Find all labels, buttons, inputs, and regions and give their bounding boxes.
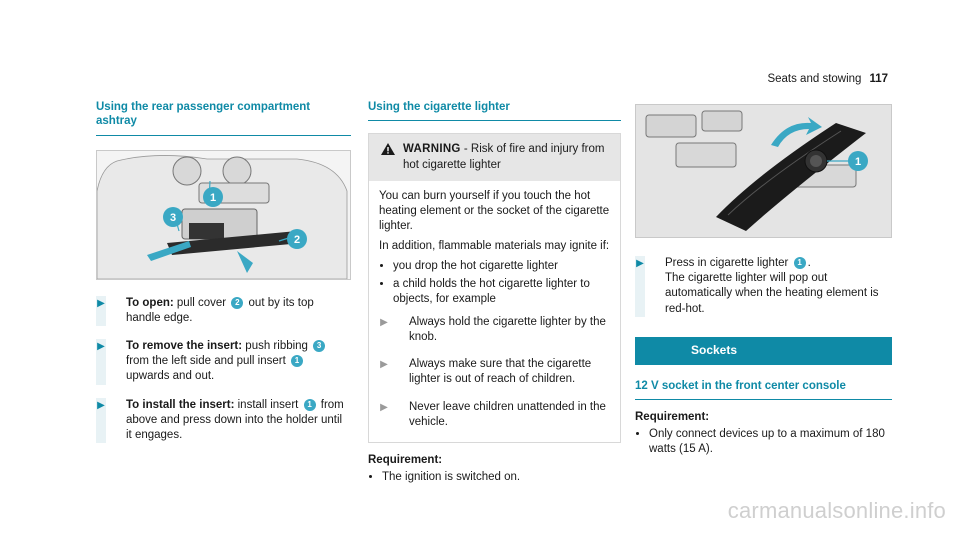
badge-1: 1: [794, 257, 806, 269]
sockets-requirement: Requirement: • Only connect devices up to a maximum of 180 watts (15 A).: [635, 410, 892, 458]
step-arrow-icon: ▶: [380, 316, 388, 328]
step-arrow-icon: ▶: [636, 258, 644, 269]
warning-body: [369, 181, 620, 442]
callout-3-label: 3: [169, 211, 177, 224]
lighter-callout-label: 1: [854, 156, 862, 168]
warning-bullet: • a child holds the hot cigarette lighter to objects, for example: [393, 277, 610, 307]
ashtray-drawing: [97, 151, 350, 279]
watermark: carmanualsonline.info: [727, 497, 946, 523]
warning-step: ▶ Never leave children unattended in the vehicle.: [380, 400, 606, 428]
step-arrow-icon: ▶: [97, 399, 105, 411]
warning-bullet: • you drop the hot cigarette lighter: [393, 259, 610, 274]
warning-text: - Risk of fire and injury from hot cigarette lighter: [403, 143, 605, 171]
sockets-banner: Sockets: [635, 337, 892, 365]
warning-step: ▶ Always hold the cigarette lighter by the knob.: [380, 315, 606, 344]
warning-bullets: [379, 259, 610, 307]
badge-1: 1: [291, 355, 303, 367]
lighter-requirement: Requirement: • The ignition is switched on.: [368, 453, 621, 485]
badge-1: 1: [304, 399, 316, 411]
ashtray-title: Using the rear passenger compartment ashtray: [96, 100, 351, 136]
column-cigarette-lighter: [368, 100, 621, 485]
lighter-illustration: [635, 104, 892, 238]
badge-2: 2: [231, 297, 243, 309]
lighter-press-step: ▶ Press in cigarette lighter 1 . The cigarette lighter will pop out automatically when the heating element is red-hot.: [635, 256, 892, 317]
warning-para-2: In addition, flammable materials may ignite if:: [379, 240, 610, 253]
warning-para-1: You can burn yourself if you touch the hot heating element or the socket of the cigarette lighter.: [379, 189, 610, 233]
ashtray-illustration: [96, 150, 351, 280]
page-header: [767, 72, 888, 87]
ashtray-step-open: ▶ To open: pull cover 2 out by its top handle edge.: [96, 296, 351, 326]
sockets-subtitle: 12 V socket in the front center console: [635, 379, 892, 400]
step-arrow-icon: ▶: [380, 359, 388, 371]
ashtray-step-remove: ▶ To remove the insert: push ribbing 3 from the left side and pull insert 1 upwards and out.: [96, 339, 351, 385]
step-arrow-icon: ▶: [97, 297, 105, 309]
column-ashtray: [96, 100, 351, 456]
warning-box: [368, 133, 621, 443]
step-arrow-icon: ▶: [97, 341, 105, 353]
column-lighter-and-sockets: [635, 100, 892, 457]
warning-triangle-icon: [381, 143, 395, 155]
badge-3: 3: [313, 340, 325, 352]
page-number: 117: [869, 73, 888, 85]
ashtray-step-install: ▶ To install the insert: install insert 1 from above and press down into the holder until it engages.: [96, 398, 351, 444]
header-section: Seats and stowing: [767, 73, 862, 85]
warning-step: ▶ Always make sure that the cigarette lighter is out of reach of children.: [380, 358, 592, 386]
lighter-drawing: [636, 105, 891, 237]
warning-header: [369, 134, 620, 180]
warning-label: WARNING: [403, 143, 461, 156]
lighter-title: Using the cigarette lighter: [368, 100, 621, 121]
step-arrow-icon: ▶: [380, 401, 388, 413]
callout-2-label: 2: [293, 233, 301, 246]
callout-1-label: 1: [209, 191, 217, 204]
